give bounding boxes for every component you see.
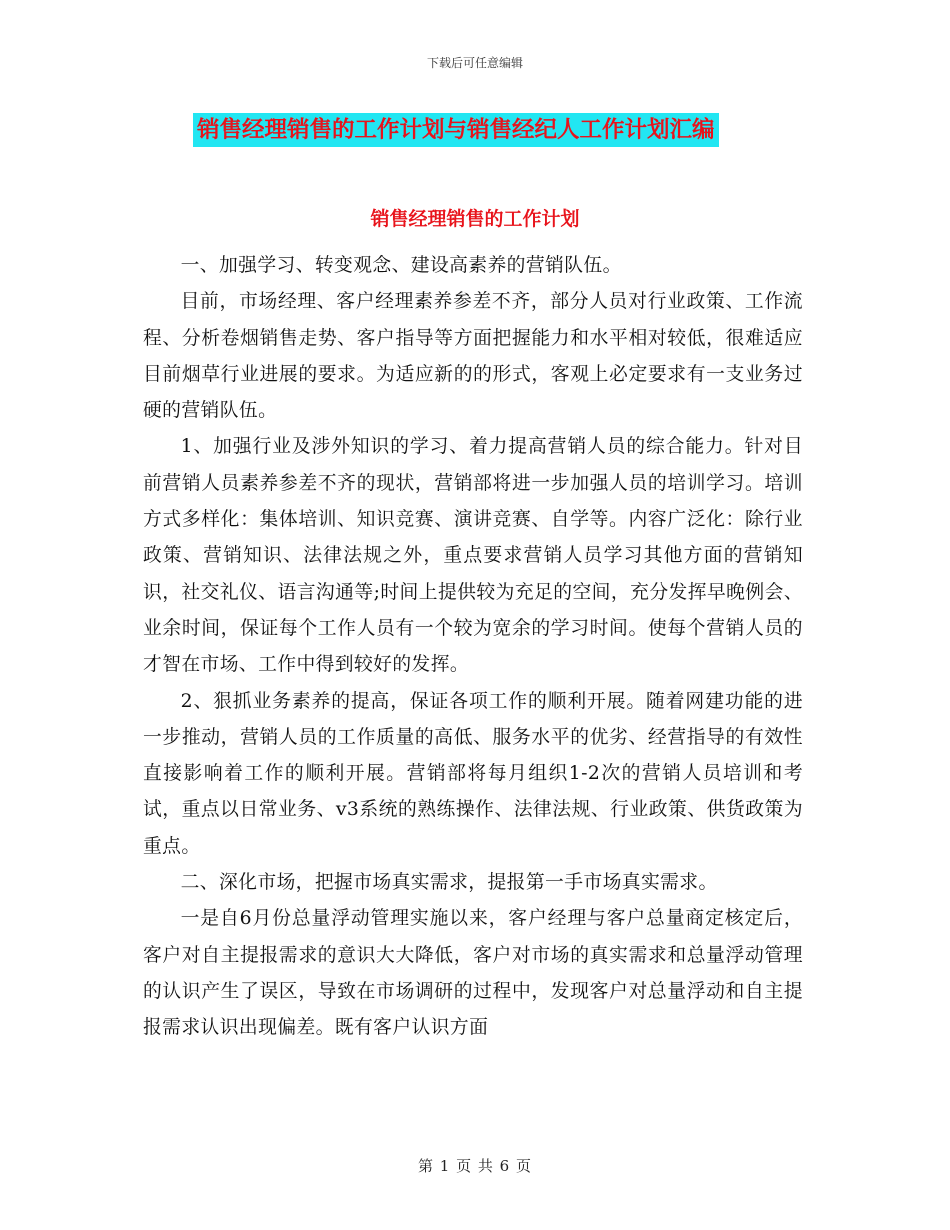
section-title: 销售经理销售的工作计划 bbox=[370, 208, 580, 230]
header-note: 下载后可任意编辑 bbox=[426, 56, 523, 70]
document-body bbox=[143, 248, 803, 1047]
paragraph: 目前，市场经理、客户经理素养参差不齐，部分人员对行业政策、工作流程、分析卷烟销售走势、客户指导等方面把握能力和水平相对较低，很难适应目前烟草行业进展的要求。为适应新的的形式，客观上必定要求有一支业务过硬的营销队伍。 bbox=[143, 291, 803, 422]
document-title: 销售经理销售的工作计划与销售经纪人工作计划汇编 bbox=[193, 113, 719, 147]
paragraph: 2、狠抓业务素养的提高，保证各项工作的顺利开展。随着网建功能的进一步推动，营销人员的工作质量的高低、服务水平的优劣、经营指导的有效性直接影响着工作的顺利开展。营销部将每月组织1-2次的营销人员培训和考试，重点以日常业务、v3系统的熟练操作、法律法规、行业政策、供货政策为重点。 bbox=[143, 690, 803, 857]
page-footer: 第 1 页 共 6 页 bbox=[418, 1157, 532, 1175]
paragraph: 一、加强学习、转变观念、建设高素养的营销队伍。 bbox=[180, 255, 622, 276]
paragraph: 1、加强行业及涉外知识的学习、着力提高营销人员的综合能力。针对目前营销人员素养参差不齐的现状，营销部将进一步加强人员的培训学习。培训方式多样化：集体培训、知识竞赛、演讲竞赛、自学等。内容广泛化：除行业政策、营销知识、法律法规之外，重点要求营销人员学习其他方面的营销知识，社交礼仪、语言沟通等;时间上提供较为充足的空间，充分发挥早晚例会、业余时间，保证每个工作人员有一个较为宽余的学习时间。使每个营销人员的才智在市场、工作中得到较好的发挥。 bbox=[143, 436, 803, 676]
paragraph: 一是自6月份总量浮动管理实施以来，客户经理与客户总量商定核定后，客户对自主提报需求的意识大大降低，客户对市场的真实需求和总量浮动管理的认识产生了误区，导致在市场调研的过程中，发现客户对总量浮动和自主提报需求认识出现偏差。既有客户认识方面 bbox=[143, 908, 803, 1039]
paragraph: 二、深化市场，把握市场真实需求，提报第一手市场真实需求。 bbox=[180, 872, 718, 894]
